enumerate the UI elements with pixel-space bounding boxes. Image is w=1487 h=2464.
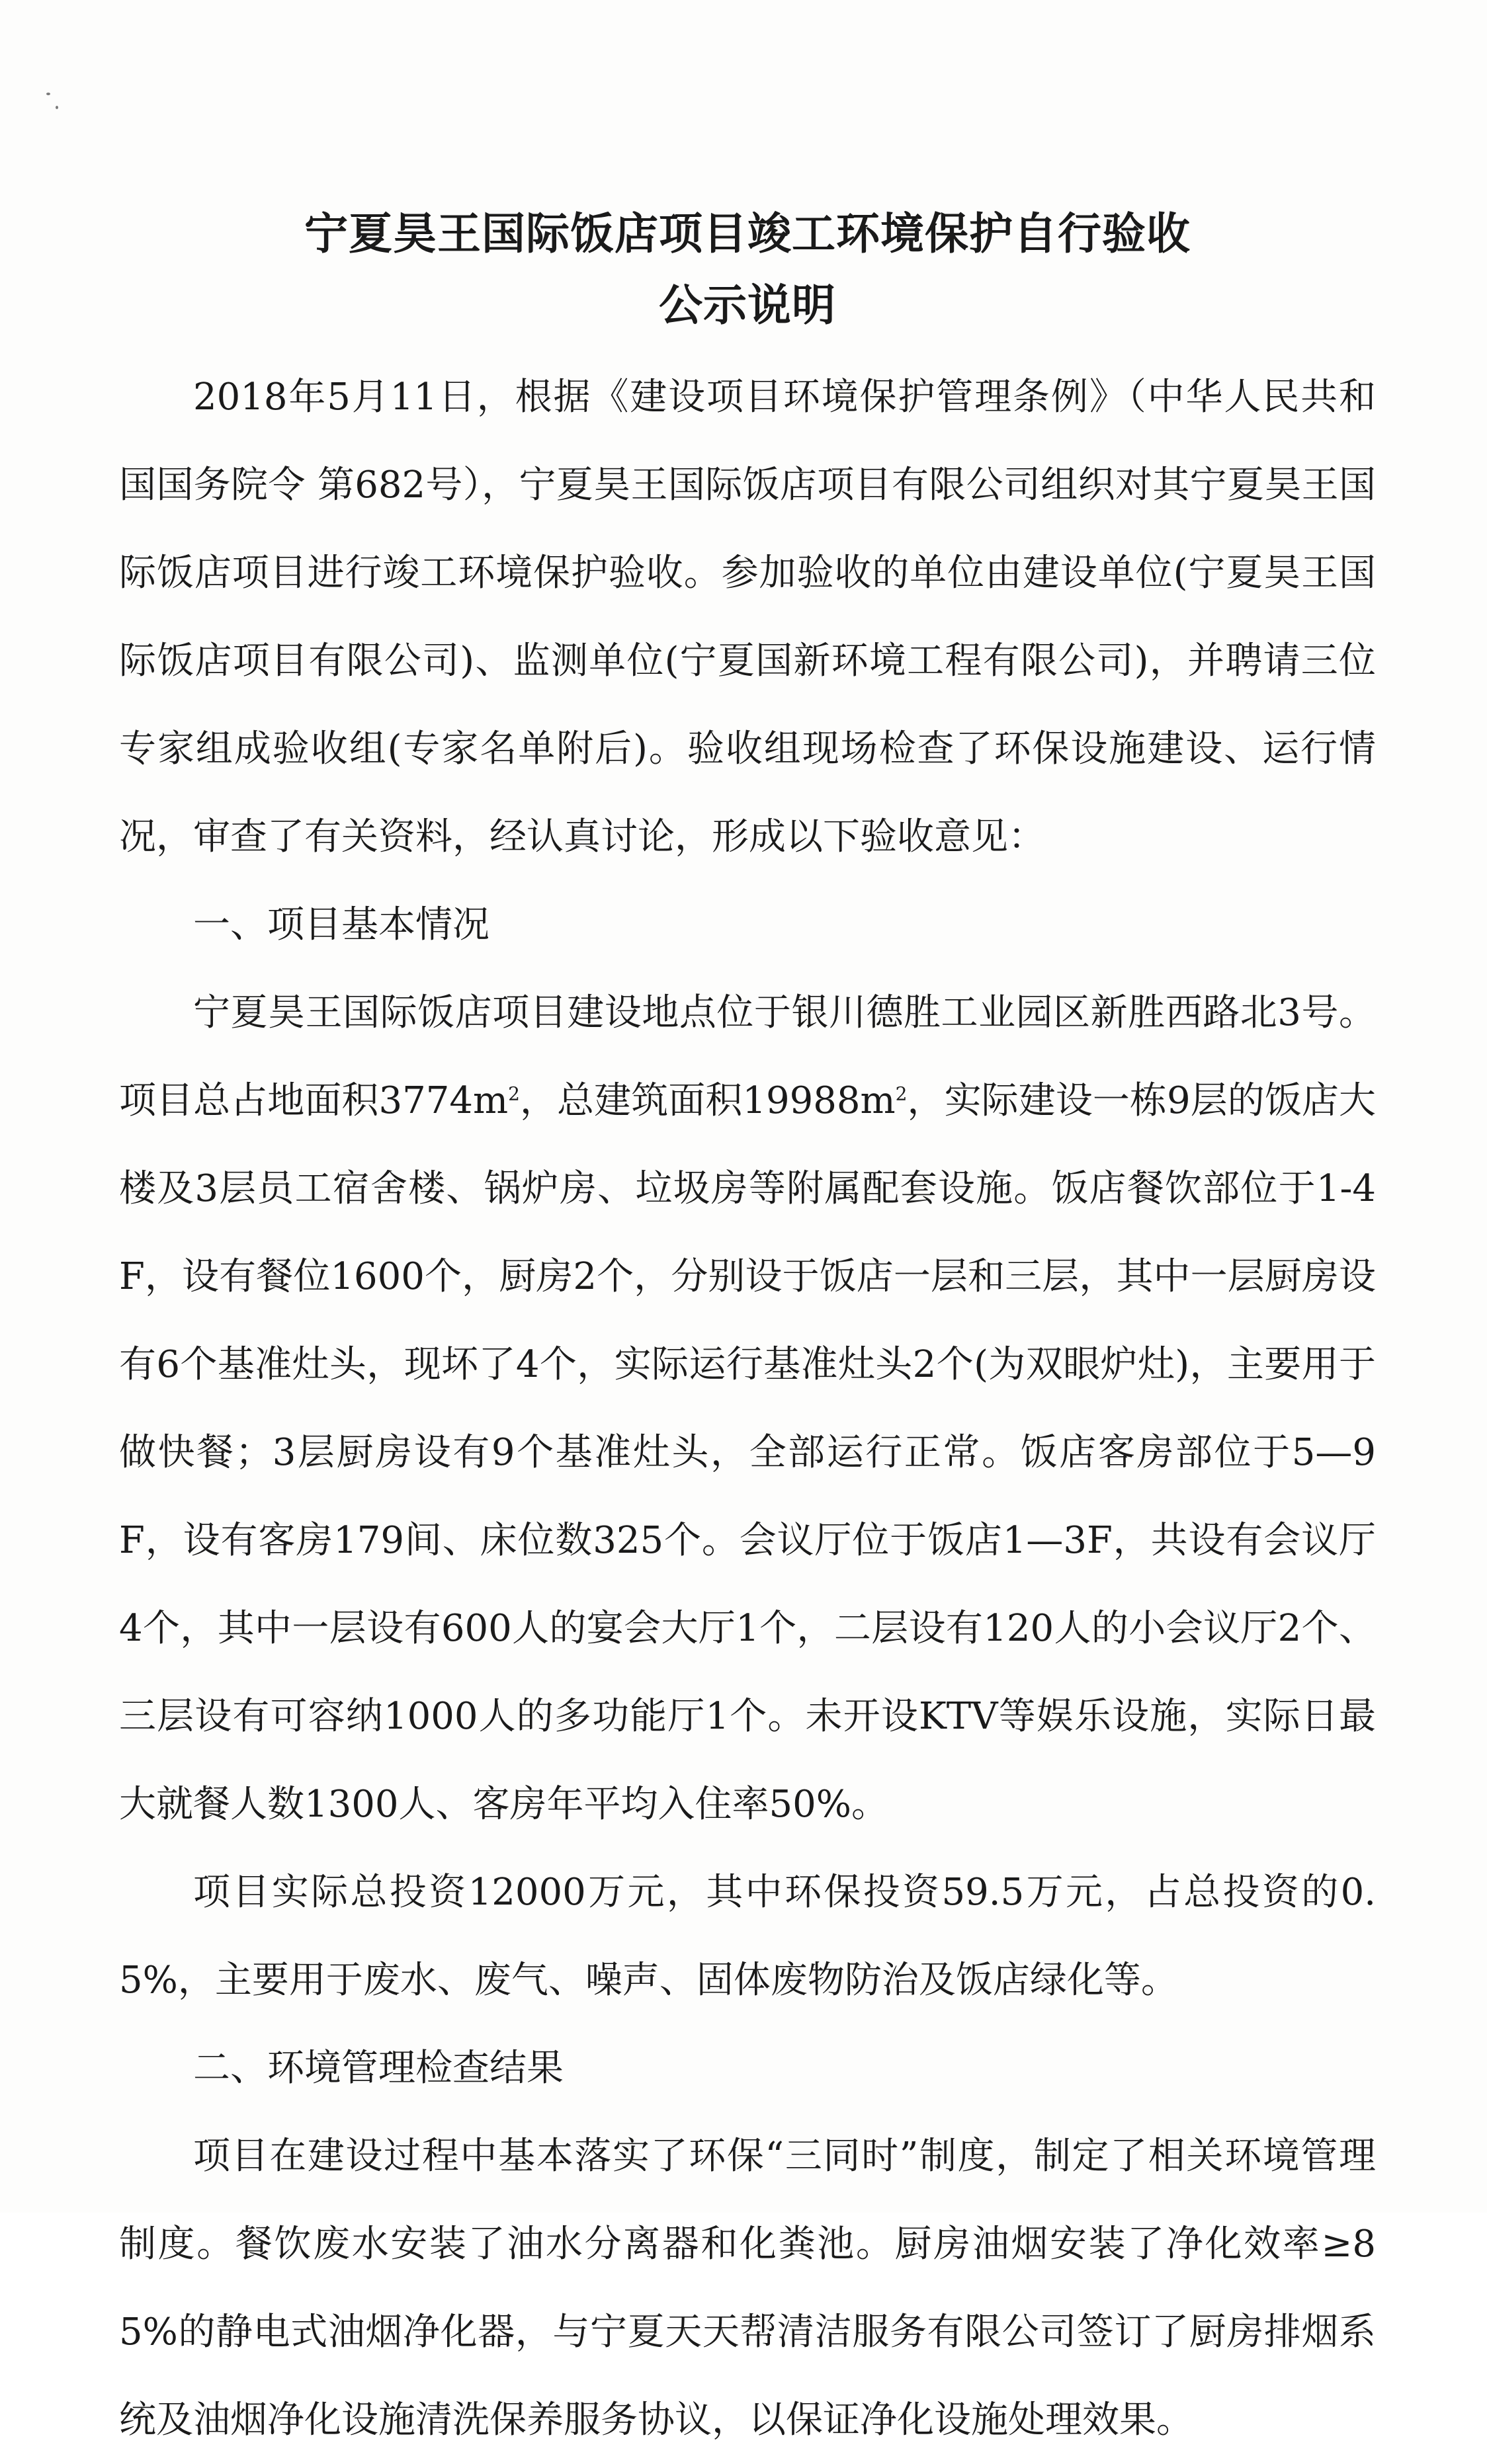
paragraph-investment: 项目实际总投资12000万元，其中环保投资59.5万元，占总投资的0.5%，主要用于废水、废气、噪声、固体废物防治及饭店绿化等。 — [119, 1871, 1376, 2002]
section-heading-environment-check: 二、环境管理检查结果 — [193, 2047, 564, 2090]
paragraph-basic-info-part3: ，实际建设一栋9层的饭店大楼及3层员工宿舍楼、锅炉房、垃圾房等附属配套设施。饭店餐饮部位于1-4F，设有餐位1600个，厨房2个，分别设于饭店一层和三层，其中一层厨房设有6个基准灶头，现坏了4个，实际运行基准灶头2个(为双眼炉灶)，主要用于做快餐；3层厨房设有9个基准灶头，全部运行正常。饭店客房部位于5—9F，设有客房179间、床位数325个。会议厅位于饭店1—3F，共设有会议厅4个，其中一层设有600人的宴会大厅1个，二层设有120人的小会议厅2个、三层设有可容纳1000人的多功能厅1个。未开设KTV等娱乐设施，实际日最大就餐人数1300人、客房年平均入住率50%。 — [119, 1079, 1376, 1826]
scan-speck — [56, 106, 58, 109]
paragraph-basic-info-part2: ，总建筑面积19988m — [519, 1079, 896, 1122]
superscript-2: 2 — [895, 1083, 908, 1105]
section-heading-basic-info: 一、项目基本情况 — [193, 903, 489, 946]
paragraph-basic-info — [119, 969, 1376, 1848]
document-title — [119, 198, 1376, 341]
document-body — [119, 353, 1376, 2464]
paragraph-basic-info-part1: 宁夏昊王国际饭店项目建设地点位于银川德胜工业园区新胜西路北3号。项目总占地面积3774m — [119, 991, 1376, 1122]
paragraph-intro: 2018年5月11日，根据《建设项目环境保护管理条例》（中华人民共和国国务院令 第682号），宁夏昊王国际饭店项目有限公司组织对其宁夏昊王国际饭店项目进行竣工环境保护验收。参加验收的单位由建设单位(宁夏昊王国际饭店项目有限公司)、监测单位(宁夏国新环境工程有限公司)，并聘请三位专家组成验收组(专家名单附后)。验收组现场检查了环保设施建设、运行情况，审查了有关资料，经认真讨论，形成以下验收意见： — [119, 376, 1376, 858]
paragraph-environment-check: 项目在建设过程中基本落实了环保“三同时”制度，制定了相关环境管理制度。餐饮废水安装了油水分离器和化粪池。厨房油烟安装了净化效率≥85%的静电式油烟净化器，与宁夏天天帮清洁服务有限公司签订了厨房排烟系统及油烟净化设施清洗保养服务协议，以保证净化设施处理效果。 — [119, 2135, 1376, 2442]
title-line-1: 宁夏昊王国际饭店项目竣工环境保护自行验收 — [304, 208, 1191, 259]
scan-speck — [46, 93, 50, 95]
document-content — [119, 198, 1376, 2464]
title-line-2: 公示说明 — [659, 280, 836, 331]
superscript-2: 2 — [508, 1083, 520, 1105]
